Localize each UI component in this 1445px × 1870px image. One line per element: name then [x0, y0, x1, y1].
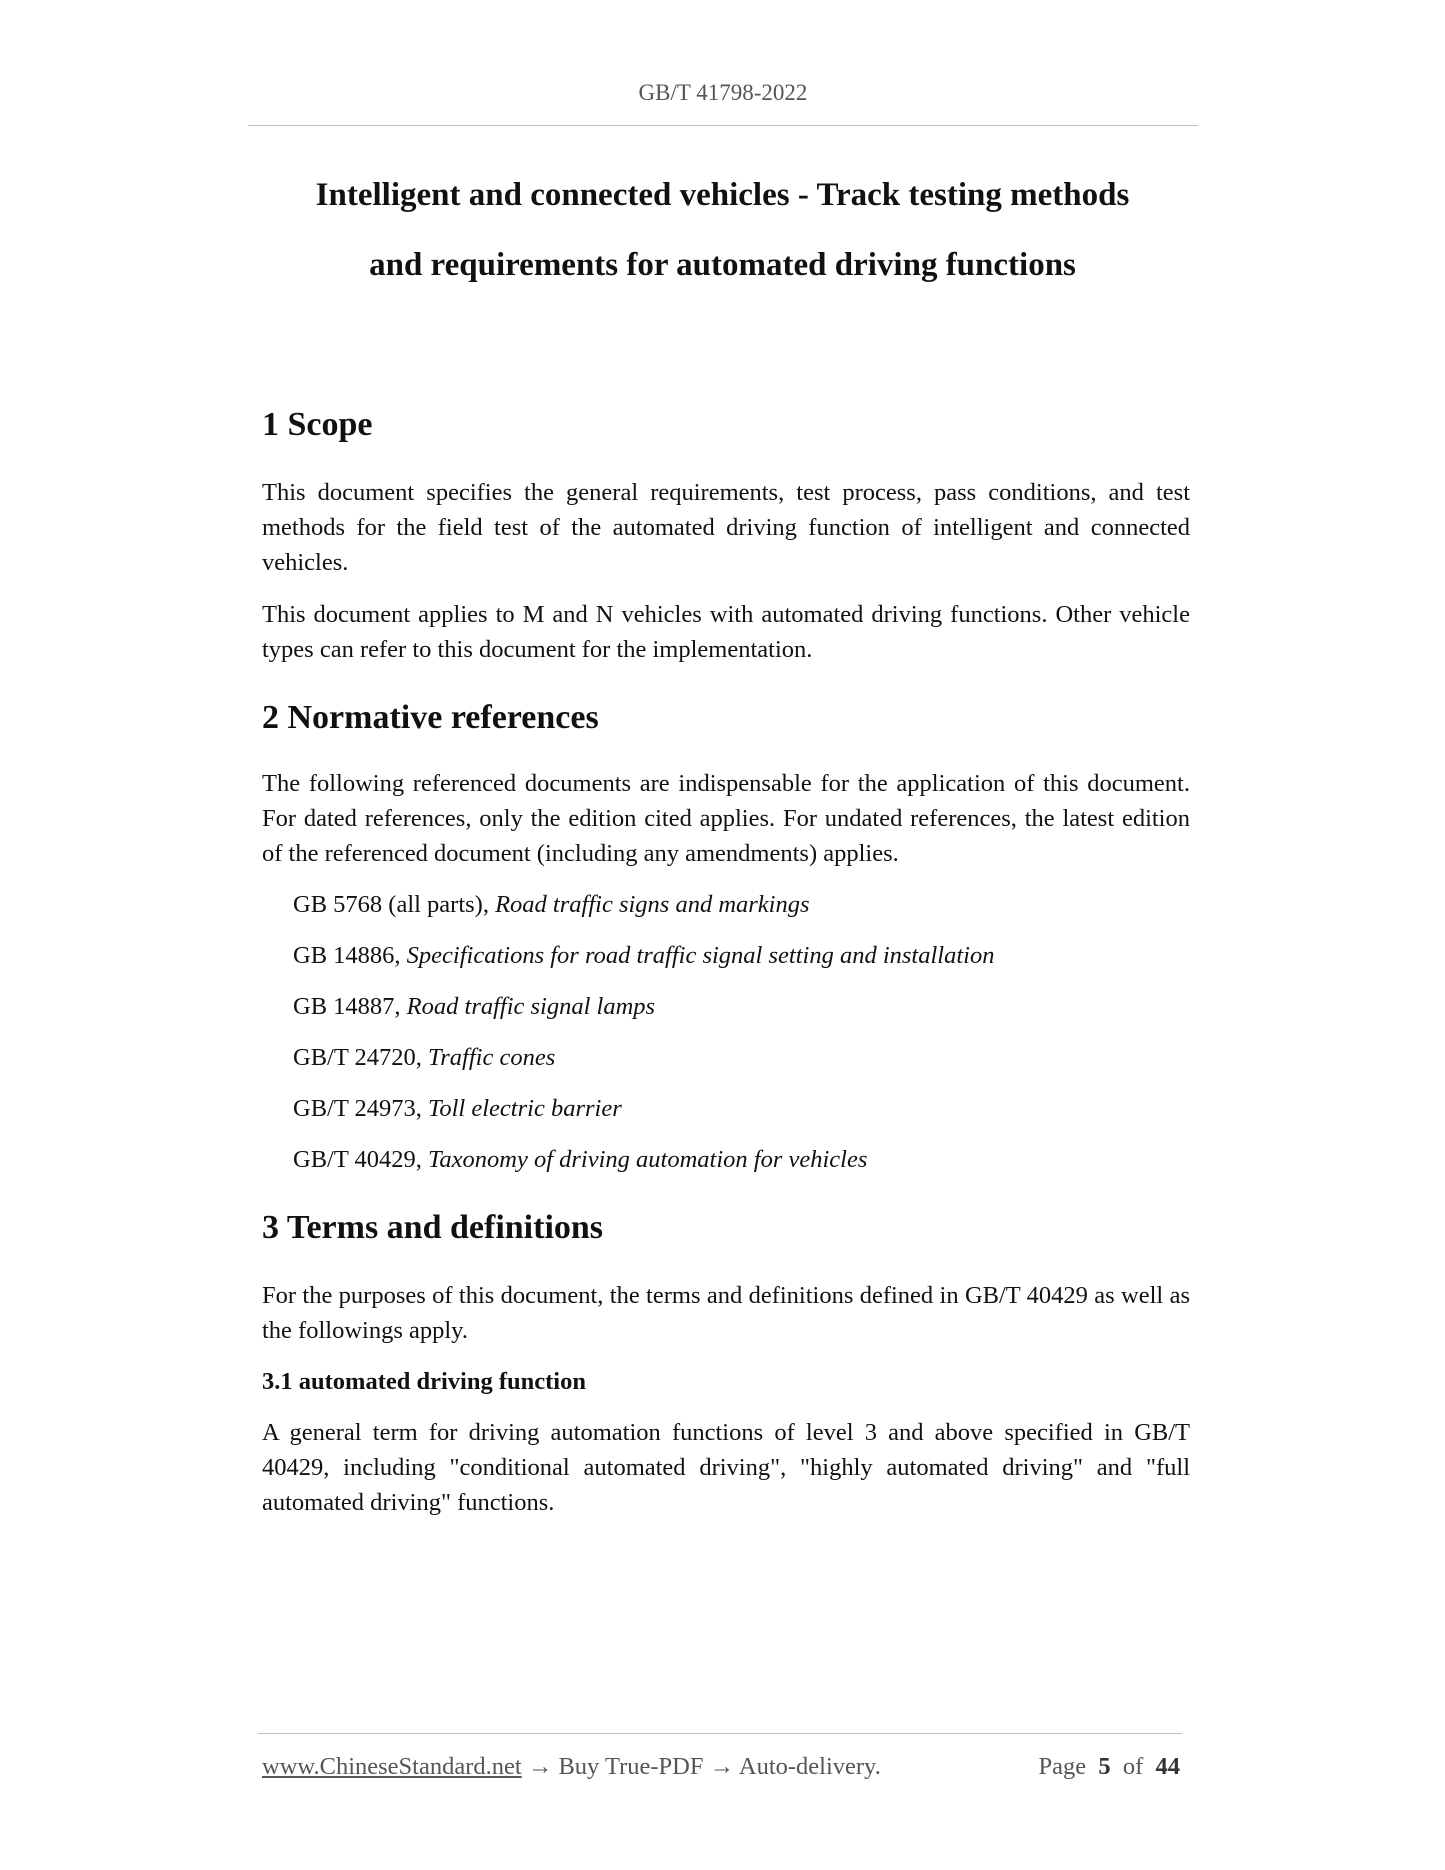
section-heading-terms-definitions: 3 Terms and definitions: [262, 1209, 604, 1246]
term-heading: 3.1 automated driving function: [262, 1368, 586, 1395]
arrow-icon: →: [709, 1753, 735, 1780]
total-pages: 44: [1155, 1753, 1180, 1780]
title-line-1: Intelligent and connected vehicles - Track testing methods: [315, 177, 1130, 213]
scope-paragraph-1: This document specifies the general requirements, test process, pass conditions, and test methods for the field test of the automated driving function of intelligent and connected vehicles.: [262, 479, 1190, 576]
running-header: GB/T 41798-2022: [638, 80, 808, 105]
document-title: [210, 160, 1235, 300]
reference-item: [262, 989, 1190, 1024]
document-body: [262, 395, 1190, 1520]
header-divider: [248, 125, 1198, 126]
auto-delivery-text: Auto-delivery.: [738, 1753, 881, 1780]
footer-divider: [258, 1733, 1182, 1734]
section-heading-normative-references: 2 Normative references: [262, 699, 599, 736]
reference-code: GB/T 40429,: [293, 1146, 428, 1173]
current-page: 5: [1098, 1753, 1111, 1780]
reference-title: Traffic cones: [428, 1044, 556, 1071]
reference-code: GB 14887,: [293, 993, 407, 1020]
page-number: [1038, 1752, 1180, 1782]
reference-title: Specifications for road traffic signal setting and installation: [406, 942, 995, 969]
reference-title: Road traffic signal lamps: [406, 993, 656, 1020]
site-link[interactable]: www.ChineseStandard.net: [262, 1753, 522, 1780]
reference-item: [262, 887, 1190, 922]
page-label: Page: [1038, 1753, 1087, 1780]
term-definition: A general term for driving automation functions of level 3 and above specified in GB/T 40429, including "conditional automated driving", "highly automated driving" and "full automated driving" functions.: [262, 1419, 1190, 1516]
reference-title: Taxonomy of driving automation for vehicles: [428, 1146, 868, 1173]
terms-paragraph: For the purposes of this document, the terms and definitions defined in GB/T 40429 as well as the followings apply.: [262, 1282, 1190, 1344]
reference-code: GB/T 24720,: [293, 1044, 428, 1071]
title-line-2: and requirements for automated driving functions: [369, 247, 1076, 283]
reference-title: Road traffic signs and markings: [495, 891, 810, 918]
section-heading-scope: 1 Scope: [262, 406, 373, 443]
reference-code: GB 5768 (all parts),: [293, 891, 496, 918]
reference-item: [262, 1142, 1190, 1177]
normative-paragraph: The following referenced documents are indispensable for the application of this document. For dated references, only the edition cited applies. For undated references, the latest edition of the referenced document (including any amendments) applies.: [262, 770, 1190, 867]
reference-item: [262, 938, 1190, 973]
scope-paragraph-2: This document applies to M and N vehicles with automated driving functions. Other vehicle types can refer to this document for the implementation.: [262, 601, 1190, 663]
of-label: of: [1122, 1753, 1144, 1780]
footer-promo: [262, 1752, 881, 1782]
reference-item: [262, 1040, 1190, 1075]
arrow-icon: →: [527, 1753, 553, 1780]
reference-item: [262, 1091, 1190, 1126]
reference-title: Toll electric barrier: [428, 1095, 622, 1122]
buy-true-pdf-text: Buy True-PDF: [558, 1753, 704, 1780]
reference-code: GB 14886,: [293, 942, 407, 969]
reference-code: GB/T 24973,: [293, 1095, 428, 1122]
